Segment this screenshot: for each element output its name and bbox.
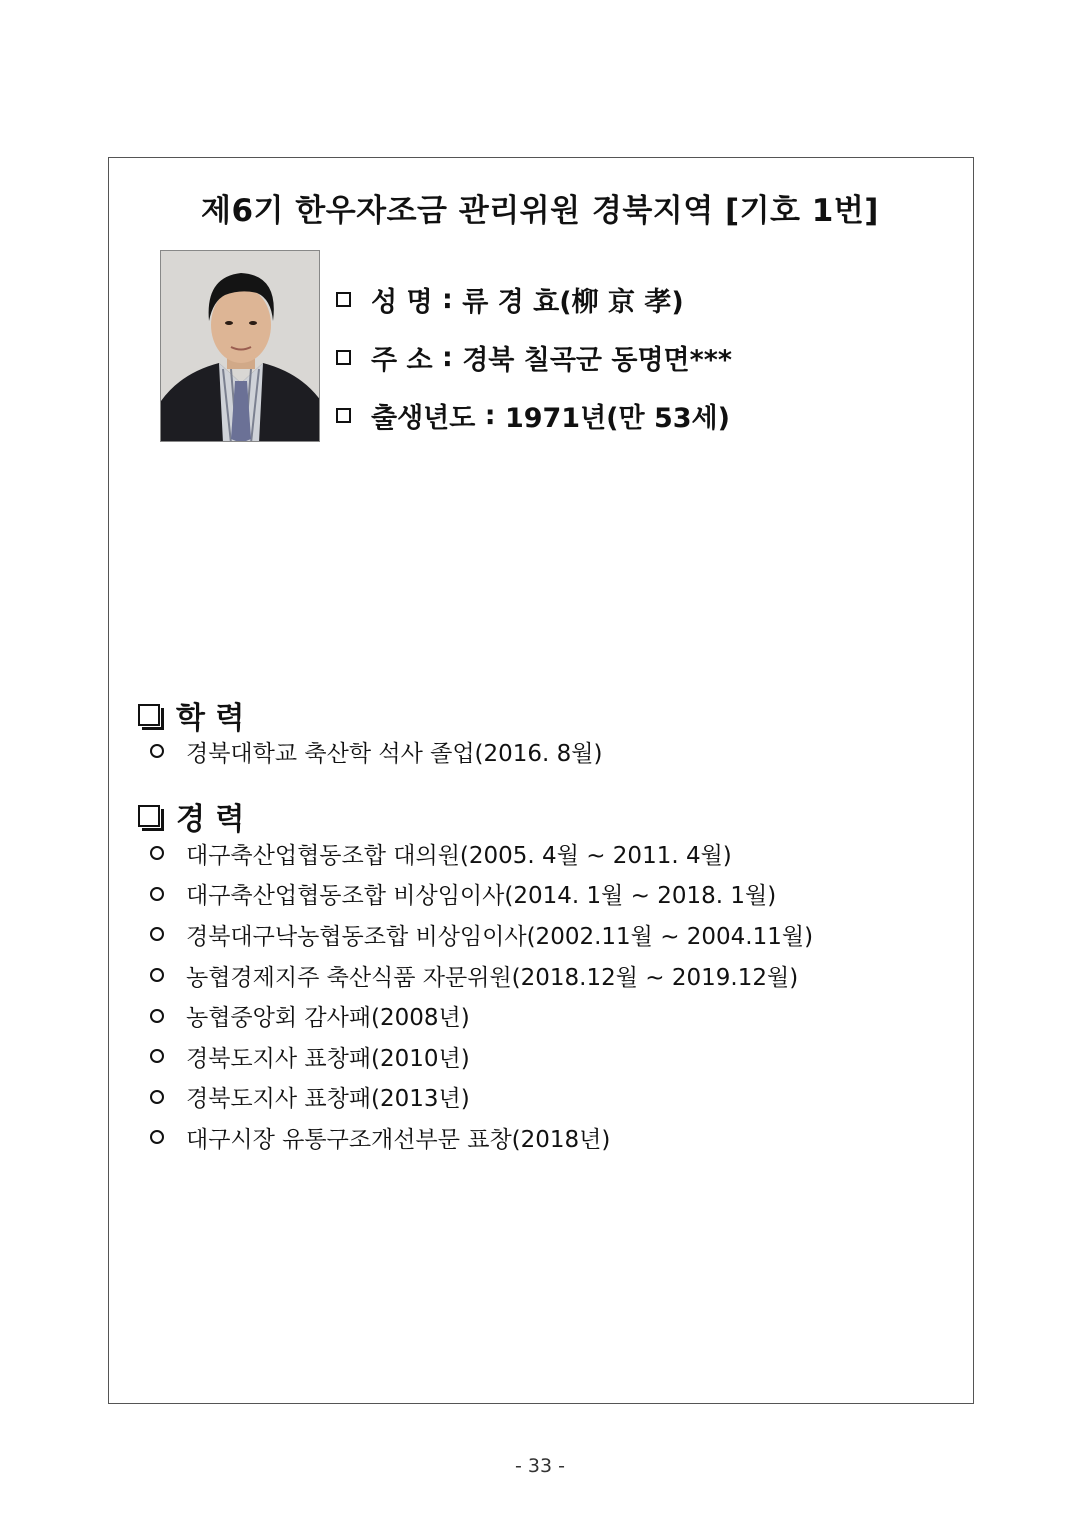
name-row <box>336 270 732 328</box>
address-value: 경북 칠곡군 동명면*** <box>462 344 733 376</box>
circle-bullet-icon <box>150 846 164 860</box>
square-bullet-icon <box>336 350 351 365</box>
name-label: 성 명 <box>371 286 433 318</box>
career-heading <box>138 794 244 838</box>
circle-bullet-icon <box>150 887 164 901</box>
name-value: 류 경 효(柳 京 孝) <box>462 286 684 318</box>
shadow-square-icon <box>138 704 160 726</box>
list-item <box>150 1036 813 1077</box>
circle-bullet-icon <box>150 927 164 941</box>
education-heading-text: 학 력 <box>176 701 245 736</box>
circle-bullet-icon <box>150 1049 164 1063</box>
circle-bullet-icon <box>150 968 164 982</box>
career-heading-text: 경 력 <box>176 802 245 837</box>
list-item <box>150 995 813 1036</box>
separator: : <box>475 399 505 431</box>
address-label: 주 소 <box>371 344 433 376</box>
career-item-text: 농협경제지주 축산식품 자문위원(2018.12월 ~ 2019.12월) <box>186 964 799 991</box>
career-item-text: 대구시장 유통구조개선부문 표창(2018년) <box>186 1126 611 1153</box>
circle-bullet-icon <box>150 1130 164 1144</box>
birth-label: 출생년도 <box>371 402 476 434</box>
profile-info <box>336 270 732 444</box>
career-item-text: 경북도지사 표창패(2013년) <box>186 1086 470 1113</box>
shadow-square-icon <box>138 805 160 827</box>
list-item <box>150 1117 813 1158</box>
address-row <box>336 328 732 386</box>
career-item-text: 농협중앙회 감사패(2008년) <box>186 1005 470 1032</box>
list-item <box>150 914 813 955</box>
list-item <box>150 955 813 996</box>
career-item-text: 경북대구낙농협동조합 비상임이사(2002.11월 ~ 2004.11월) <box>186 923 814 950</box>
career-item-text: 대구축산업협동조합 대의원(2005. 4월 ~ 2011. 4월) <box>186 842 732 869</box>
circle-bullet-icon <box>150 1009 164 1023</box>
separator: : <box>432 283 463 315</box>
career-item-text: 대구축산업협동조합 비상임이사(2014. 1월 ~ 2018. 1월) <box>186 883 777 910</box>
list-item <box>150 1077 813 1118</box>
list-item <box>150 731 603 772</box>
page-title: 제6기 한우자조금 관리위원 경북지역 [기호 1번] <box>201 193 879 229</box>
birth-value: 1971년(만 53세) <box>504 402 730 434</box>
career-list <box>150 833 813 1158</box>
career-item-text: 경북도지사 표창패(2010년) <box>186 1045 470 1072</box>
square-bullet-icon <box>336 292 351 307</box>
page-number: - 33 - <box>515 1455 565 1477</box>
education-list <box>150 731 603 772</box>
birth-row <box>336 386 732 444</box>
separator: : <box>432 341 463 373</box>
square-bullet-icon <box>336 408 351 423</box>
circle-bullet-icon <box>150 744 164 758</box>
circle-bullet-icon <box>150 1090 164 1104</box>
candidate-photo <box>160 250 320 442</box>
education-item-text: 경북대학교 축산학 석사 졸업(2016. 8월) <box>186 740 603 767</box>
list-item <box>150 833 813 874</box>
list-item <box>150 874 813 915</box>
